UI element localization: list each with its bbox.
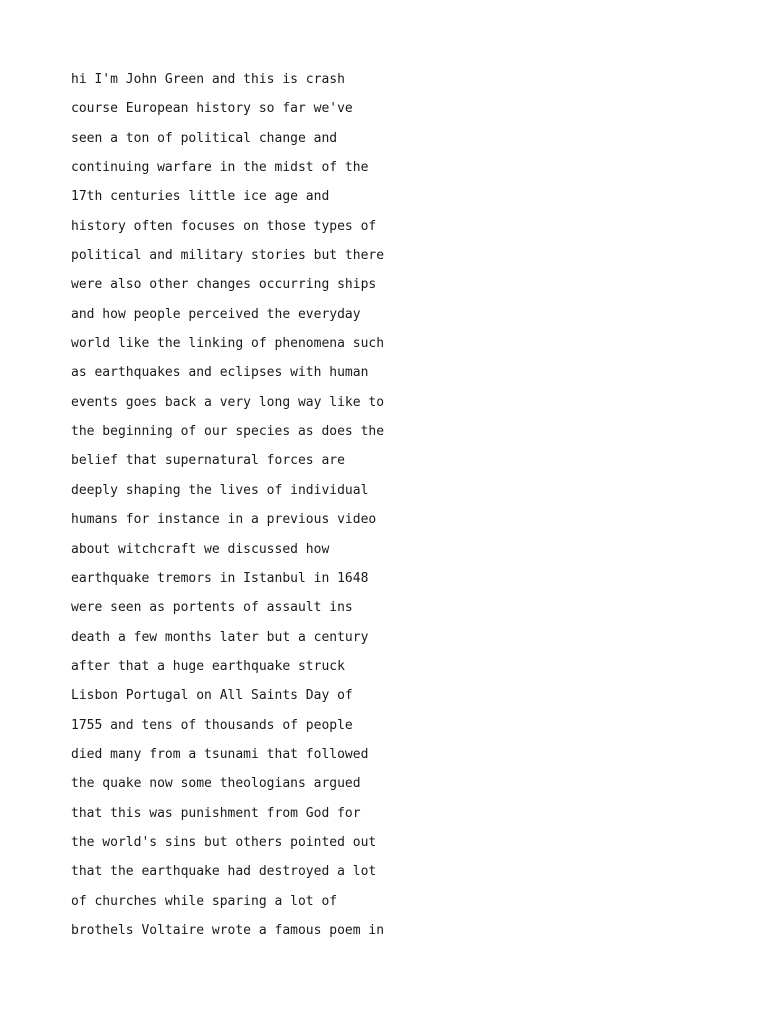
transcript-line: 1755 and tens of thousands of people [71,717,353,733]
transcript-line: that the earthquake had destroyed a lot [71,864,377,880]
transcript-line: history often focuses on those types of [71,218,377,234]
transcript-line: seen a ton of political change and [71,130,338,146]
transcript-line: the beginning of our species as does the [71,424,385,440]
transcript-line: of churches while sparing a lot of [71,893,338,909]
transcript-line: Lisbon Portugal on All Saints Day of [71,688,353,704]
transcript-line: that this was punishment from God for [71,805,361,821]
transcript-line: 17th centuries little ice age and [71,189,330,205]
transcript-line: earthquake tremors in Istanbul in 1648 [71,570,369,586]
transcript-line: the world's sins but others pointed out [71,834,377,850]
transcript-line: after that a huge earthquake struck [71,658,345,674]
transcript-line: events goes back a very long way like to [71,394,385,410]
transcript-line: as earthquakes and eclipses with human [71,365,369,381]
transcript-line: deeply shaping the lives of individual [71,482,369,498]
transcript-line: about witchcraft we discussed how [71,541,330,557]
transcript-line: hi I'm John Green and this is crash [71,72,345,87]
transcript-line: died many from a tsunami that followed [71,746,369,762]
transcript-line: were also other changes occurring ships [71,277,377,293]
transcript-line: death a few months later but a century [71,629,369,645]
transcript-line: world like the linking of phenomena such [71,336,385,352]
transcript-line: belief that supernatural forces are [71,453,345,469]
transcript-text [71,68,384,948]
transcript-line: course European history so far we've [71,101,353,117]
transcript-line: the quake now some theologians argued [71,776,361,792]
transcript-line: were seen as portents of assault ins [71,600,353,616]
transcript-line: humans for instance in a previous video [71,512,377,528]
transcript-line: political and military stories but there [71,248,385,264]
transcript-line: brothels Voltaire wrote a famous poem in [71,922,385,938]
transcript-line: and how people perceived the everyday [71,306,361,322]
transcript-line: continuing warfare in the midst of the [71,160,369,176]
